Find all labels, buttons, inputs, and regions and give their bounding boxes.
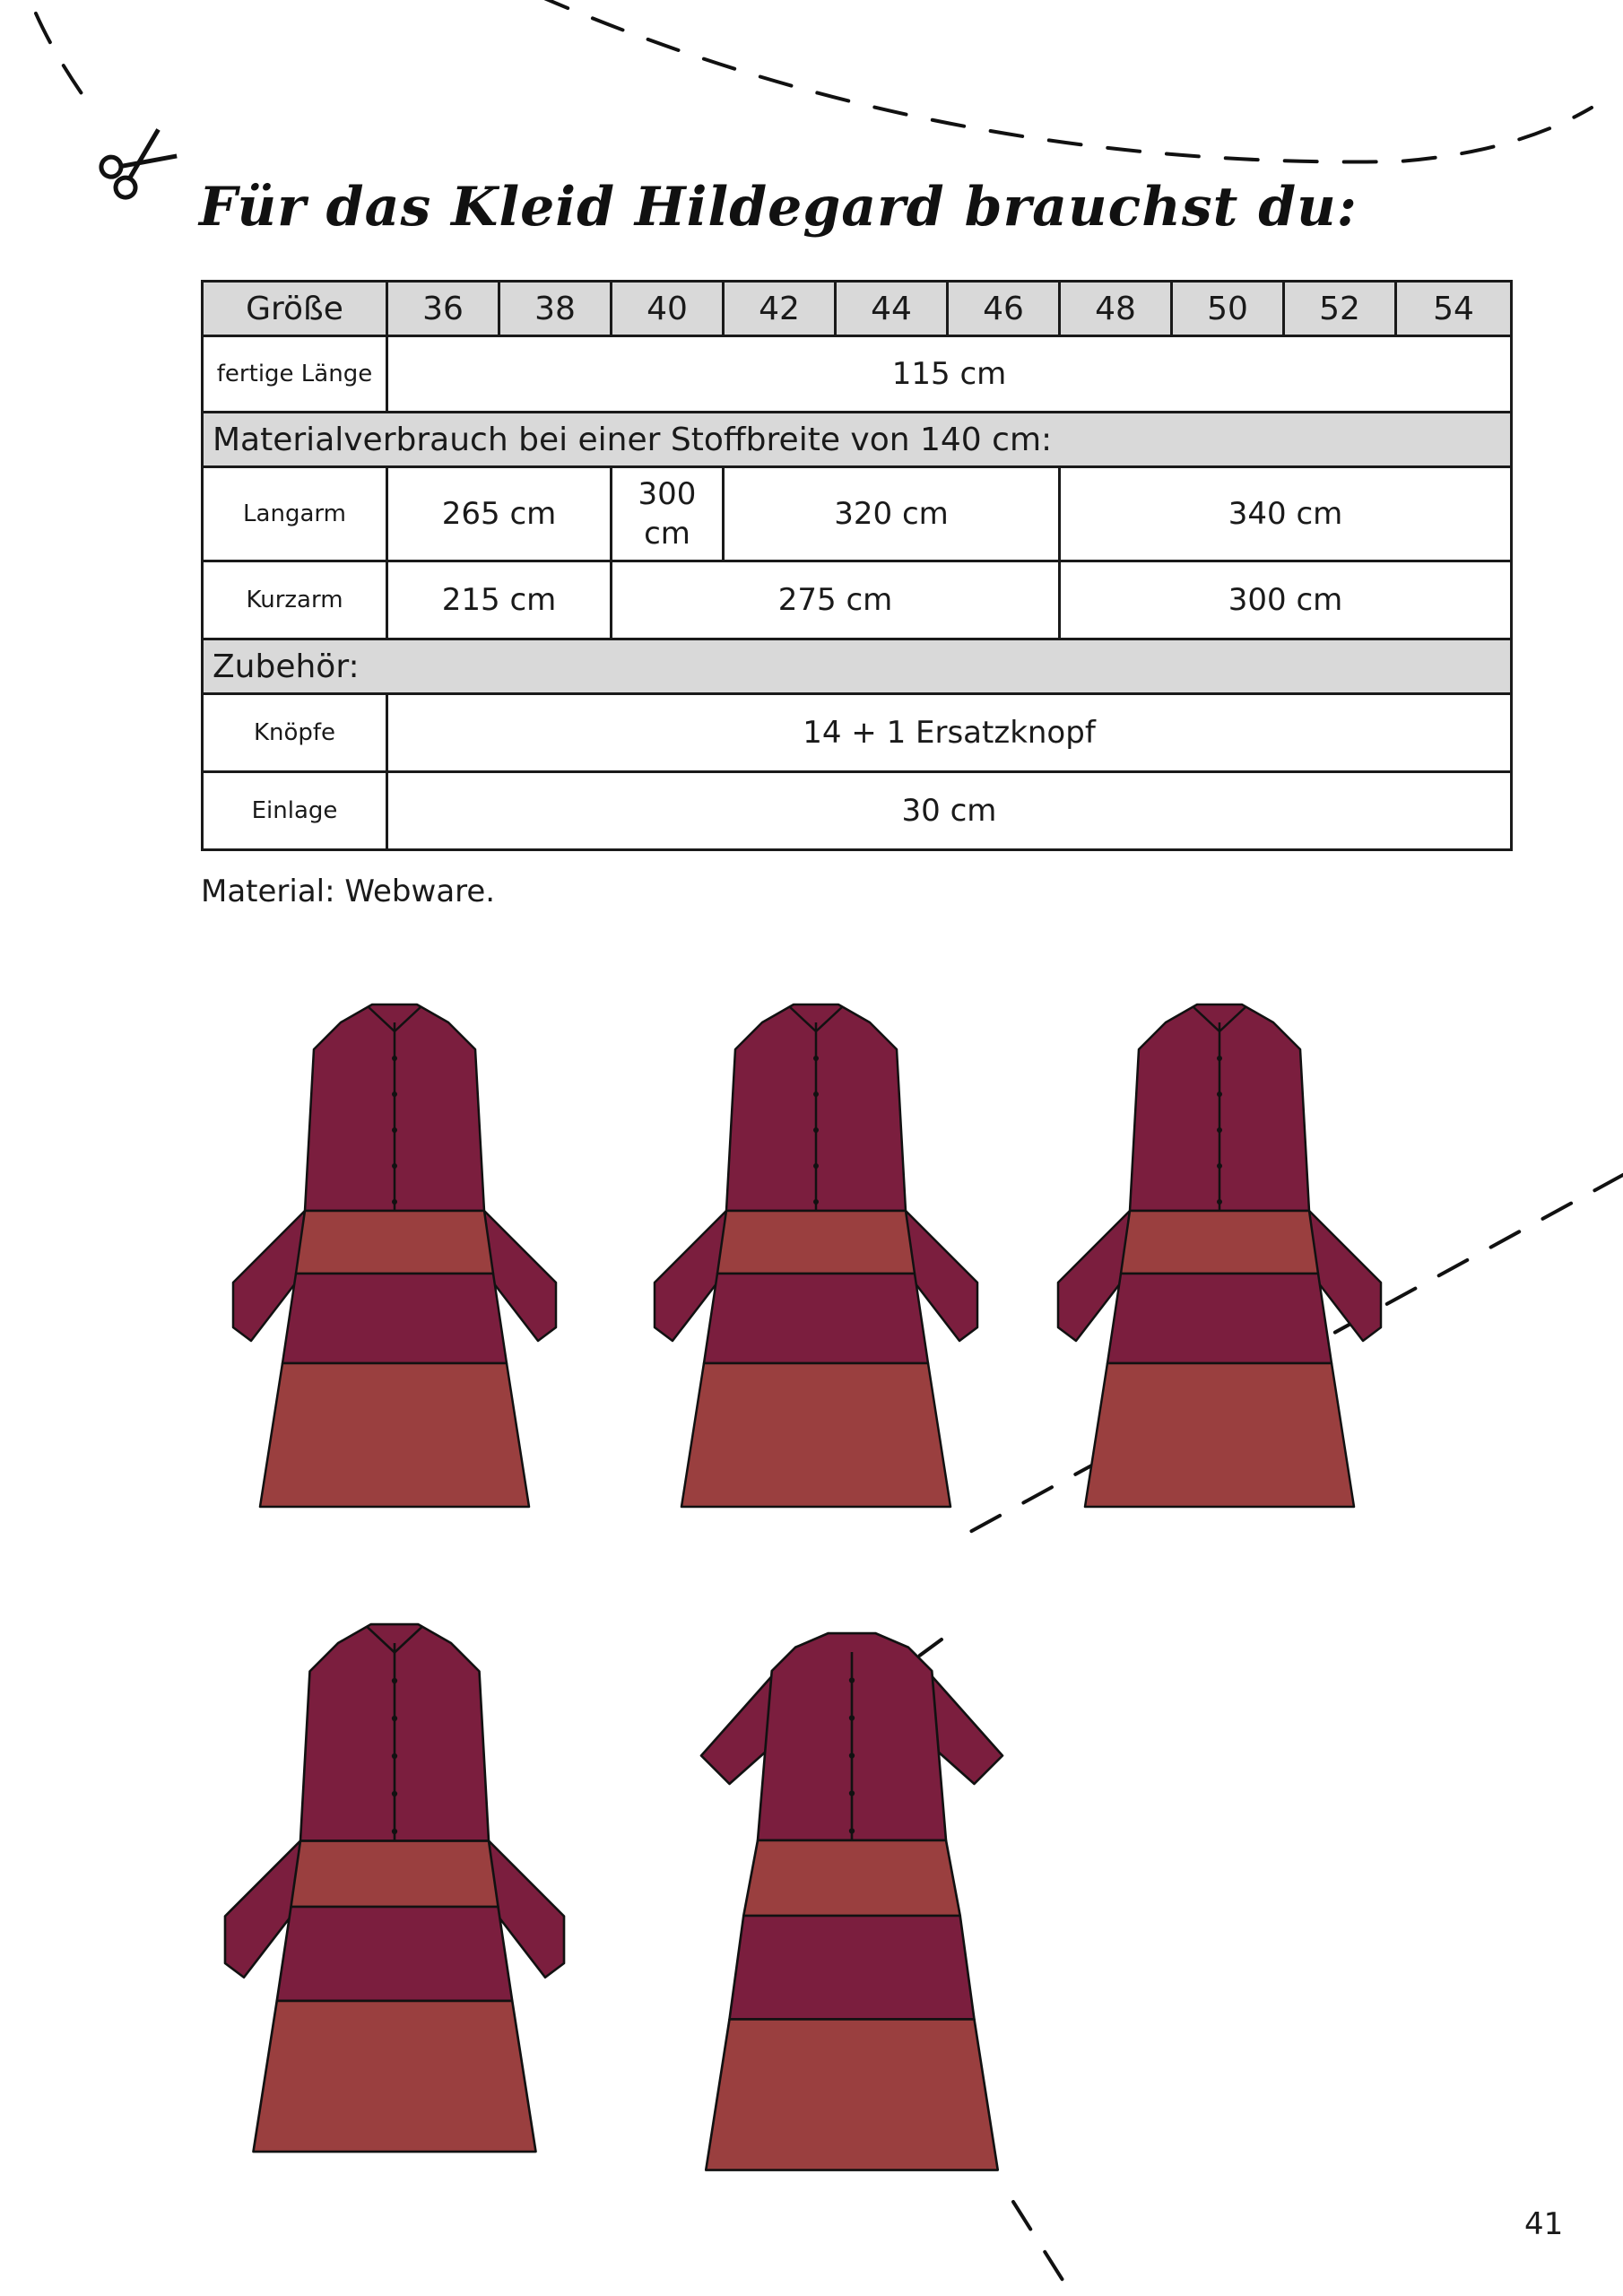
langarm-40-line2: cm [644, 516, 690, 552]
length-label: fertige Länge [203, 336, 387, 413]
page-title: Für das Kleid Hildegard brauchst du: [199, 176, 1358, 239]
dashed-cut-line-bottom [1013, 2202, 1067, 2287]
length-row [203, 336, 1512, 413]
kurzarm-48-54: 300 cm [1060, 561, 1512, 639]
einlage-value: 30 cm [387, 772, 1512, 850]
zubehoer-section-row [203, 639, 1512, 694]
size-cell: 52 [1284, 282, 1396, 336]
langarm-40 [612, 467, 724, 561]
dashed-cut-line-top [36, 0, 1592, 161]
dress-illustration-peterpan-longsleeve [206, 1592, 583, 2184]
material-requirements-table [201, 280, 1513, 851]
material-section-row [203, 413, 1512, 467]
kurzarm-label: Kurzarm [203, 561, 387, 639]
size-cell: 36 [387, 282, 499, 336]
kurzarm-40-46: 275 cm [612, 561, 1060, 639]
langarm-40-line1: 300 [638, 476, 697, 512]
zubehoer-section-title: Zubehör: [203, 639, 1512, 694]
scissors-icon [98, 125, 181, 202]
material-section-title: Materialverbrauch bei einer Stoffbreite von 140 cm: [203, 413, 1512, 467]
size-cell: 46 [948, 282, 1060, 336]
size-cell: 50 [1172, 282, 1284, 336]
langarm-42-46: 320 cm [724, 467, 1060, 561]
langarm-36-38: 265 cm [387, 467, 612, 561]
size-cell: 42 [724, 282, 836, 336]
size-cell: 44 [836, 282, 948, 336]
material-note: Material: Webware. [201, 874, 496, 909]
knoepfe-row [203, 694, 1512, 772]
size-cell: 38 [499, 282, 612, 336]
knoepfe-value: 14 + 1 Ersatzknopf [387, 694, 1512, 772]
kurzarm-36-38: 215 cm [387, 561, 612, 639]
dress-illustration-standcollar-longsleeve [628, 987, 1004, 1525]
einlage-row [203, 772, 1512, 850]
dress-illustration-collar-longsleeve [206, 987, 583, 1525]
page-number: 41 [1524, 2206, 1564, 2242]
dress-illustration-shortsleeve [664, 1605, 1040, 2188]
size-header-row [203, 282, 1512, 336]
einlage-label: Einlage [203, 772, 387, 850]
knoepfe-label: Knöpfe [203, 694, 387, 772]
size-cell: 48 [1060, 282, 1172, 336]
dress-illustration-ruffle-longsleeve [1031, 987, 1408, 1525]
size-cell: 40 [612, 282, 724, 336]
size-label: Größe [203, 282, 387, 336]
kurzarm-row [203, 561, 1512, 639]
size-cell: 54 [1396, 282, 1512, 336]
langarm-label: Langarm [203, 467, 387, 561]
langarm-row [203, 467, 1512, 561]
length-value: 115 cm [387, 336, 1512, 413]
langarm-48-54: 340 cm [1060, 467, 1512, 561]
